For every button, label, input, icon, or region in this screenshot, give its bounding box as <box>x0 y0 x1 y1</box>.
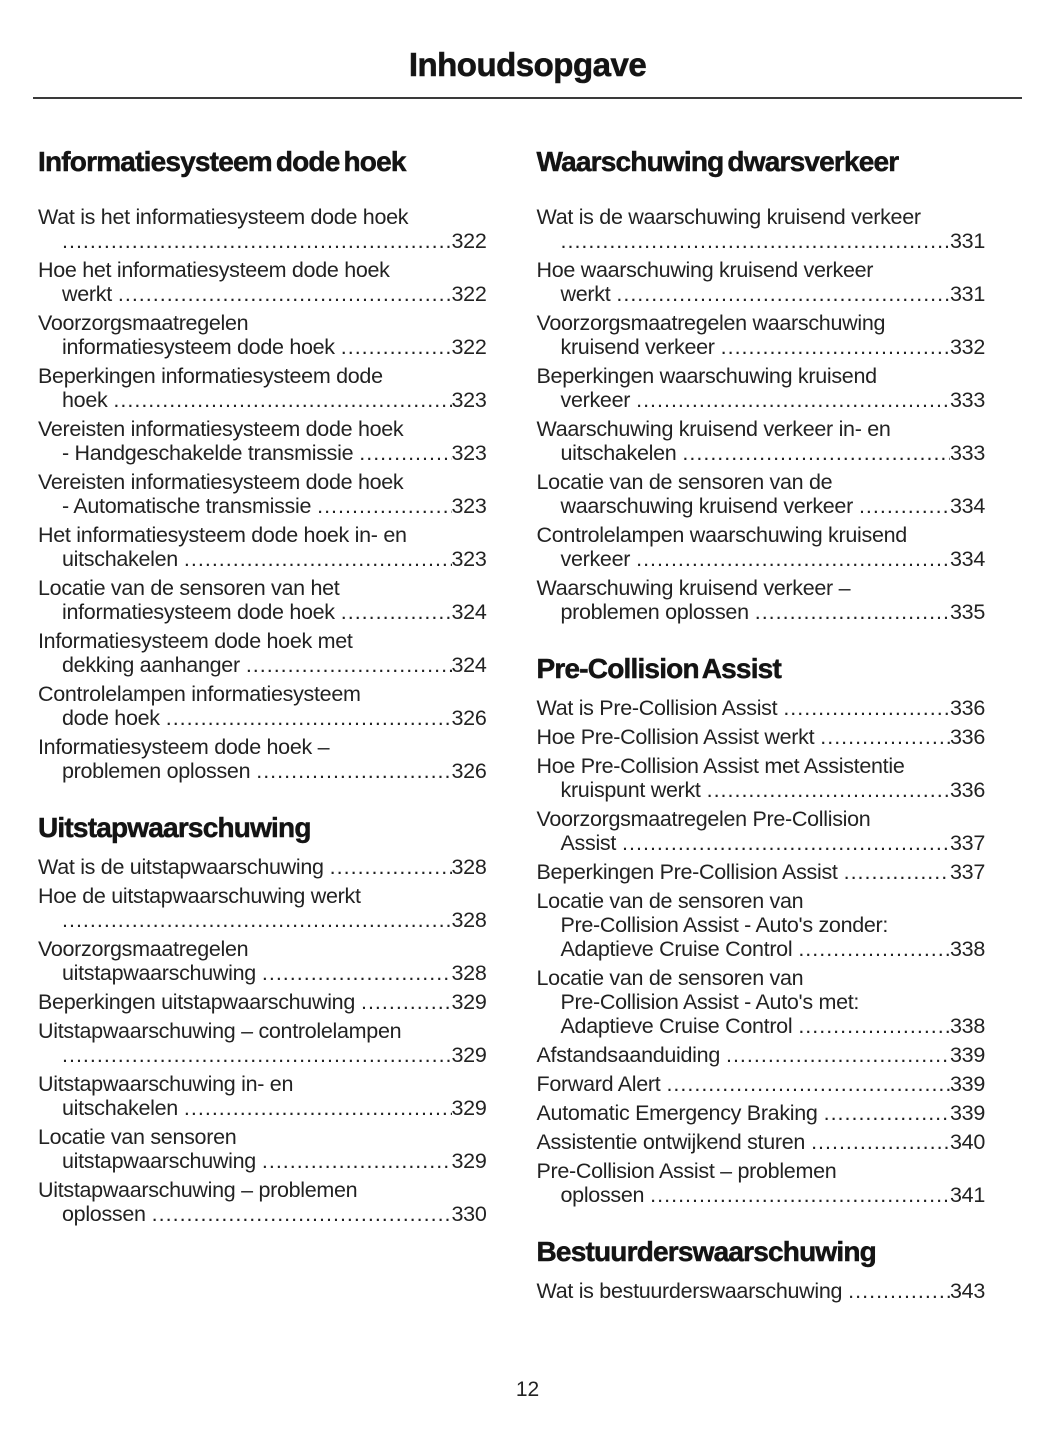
entry-page-number: 329 <box>451 990 487 1014</box>
toc-entry-line-last <box>38 388 487 412</box>
toc-entry-line-last <box>38 441 487 465</box>
entry-page-number: 338 <box>950 1014 985 1038</box>
toc-entry-text: dekking aanhanger <box>62 653 240 677</box>
entry-page-number: 336 <box>950 696 985 720</box>
toc-entry-line: Hoe het informatiesysteem dode hoek <box>38 258 390 282</box>
toc-column-left <box>38 145 487 1308</box>
dot-leader <box>152 1202 452 1226</box>
toc-entry <box>537 523 986 571</box>
toc-entry-line-last <box>537 1043 986 1067</box>
toc-entry <box>537 1130 986 1154</box>
toc-entry-text: dode hoek <box>62 706 160 730</box>
toc-entry-line: Pre-Collision Assist - Auto's met: <box>560 990 860 1014</box>
toc-entry-line-last <box>38 229 487 253</box>
dot-leader <box>317 494 451 518</box>
dot-leader <box>262 1149 452 1173</box>
section-heading: Waarschuwing dwarsverkeer <box>536 146 899 177</box>
dot-leader <box>341 600 452 624</box>
toc-entry-line: Waarschuwing kruisend verkeer in- en <box>536 417 891 441</box>
toc-entry-line: Wat is het informatiesysteem dode hoek <box>38 205 409 229</box>
dot-leader <box>824 1101 950 1125</box>
toc-entry <box>537 1159 986 1207</box>
toc-entry <box>38 364 487 412</box>
toc-column-right <box>537 145 986 1308</box>
entry-page-number: 336 <box>950 725 985 749</box>
toc-entry-line-last <box>38 759 487 783</box>
toc-entry-line-last <box>537 937 986 961</box>
toc-entry-line: Uitstapwaarschuwing – problemen <box>38 1178 358 1202</box>
toc-entry-line-last <box>38 653 487 677</box>
toc-entry-text: Hoe Pre-Collision Assist werkt <box>536 725 815 749</box>
toc-entry-line: Pre-Collision Assist - Auto's zonder: <box>560 913 889 937</box>
toc-entry <box>38 990 487 1014</box>
dot-leader <box>330 855 452 879</box>
toc-entry <box>537 696 986 720</box>
toc-entry <box>38 205 487 253</box>
toc-entry-line-last <box>38 282 487 306</box>
toc-entry-line-last <box>38 335 487 359</box>
toc-entry <box>537 258 986 306</box>
toc-entry <box>38 258 487 306</box>
toc-entry-text: informatiesysteem dode hoek <box>62 335 335 359</box>
entry-page-number: 339 <box>950 1043 985 1067</box>
toc-entry-text: - Handgeschakelde transmissie <box>62 441 354 465</box>
toc-section <box>537 652 986 1207</box>
dot-leader <box>262 961 452 985</box>
toc-entry-line-last <box>537 778 986 802</box>
entry-page-number: 343 <box>950 1279 985 1303</box>
toc-entry-line-last <box>537 696 986 720</box>
dot-leader <box>844 860 950 884</box>
toc-entry <box>38 1125 487 1173</box>
dot-leader <box>798 937 950 961</box>
entry-page-number: 328 <box>451 908 487 932</box>
toc-entry-line-last <box>537 441 986 465</box>
toc-entry-line: Informatiesysteem dode hoek met <box>38 629 353 653</box>
toc-entry <box>38 884 487 932</box>
toc-entry <box>537 470 986 518</box>
entry-page-number: 326 <box>451 706 487 730</box>
toc-entry-line: Voorzorgsmaatregelen Pre-Collision <box>536 807 871 831</box>
toc-entry-line: Wat is de waarschuwing kruisend verkeer <box>536 205 921 229</box>
toc-entry <box>537 1101 986 1125</box>
entry-page-number: 328 <box>451 855 487 879</box>
toc-entry-line-last <box>537 1014 986 1038</box>
toc-entry-text: problemen oplossen <box>62 759 251 783</box>
toc-entry-line: Vereisten informatiesysteem dode hoek <box>38 470 404 494</box>
toc-entry-line-last <box>537 860 986 884</box>
toc-entry <box>537 1043 986 1067</box>
entry-page-number: 333 <box>950 388 985 412</box>
toc-entry-line-last <box>537 229 986 253</box>
entry-page-number: 337 <box>950 860 985 884</box>
toc-entry-text: - Automatische transmissie <box>62 494 312 518</box>
toc-entry-text: problemen oplossen <box>560 600 749 624</box>
toc-entry-line-last <box>38 1202 487 1226</box>
toc-entry-text: verkeer <box>560 547 631 571</box>
entry-page-number: 339 <box>950 1101 985 1125</box>
toc-entry-text: uitstapwaarschuwing <box>62 1149 256 1173</box>
toc-entry-text: uitschakelen <box>560 441 677 465</box>
entry-page-number: 330 <box>451 1202 487 1226</box>
toc-entry-line-last <box>38 1043 487 1067</box>
toc-entry <box>38 417 487 465</box>
toc-entry <box>38 937 487 985</box>
toc-entry <box>537 311 986 359</box>
toc-entry-line-last <box>537 1130 986 1154</box>
toc-entry-line-last <box>537 1101 986 1125</box>
toc-entry <box>537 205 986 253</box>
toc-entry-line-last <box>537 282 986 306</box>
toc-entry-line: Voorzorgsmaatregelen <box>38 937 249 961</box>
toc-entry-line: Locatie van de sensoren van het <box>38 576 340 600</box>
dot-leader <box>721 335 950 359</box>
dot-leader <box>820 725 950 749</box>
entry-page-number: 340 <box>950 1130 985 1154</box>
entry-page-number: 323 <box>451 494 487 518</box>
dot-leader <box>616 282 950 306</box>
toc-entry-text: kruispunt werkt <box>560 778 701 802</box>
toc-entry-line-last <box>38 908 487 932</box>
toc-entry-line-last <box>537 388 986 412</box>
toc-entry-text: werkt <box>560 282 611 306</box>
dot-leader <box>650 1183 950 1207</box>
toc-entry <box>537 889 986 961</box>
dot-leader <box>62 908 452 932</box>
toc-entry-line: Het informatiesysteem dode hoek in- en <box>38 523 407 547</box>
dot-leader <box>118 282 452 306</box>
dot-leader <box>341 335 452 359</box>
dot-leader <box>246 653 452 677</box>
toc-entry-line-last <box>38 600 487 624</box>
toc-section <box>38 811 487 1226</box>
section-heading: Informatiesysteem dode hoek <box>38 146 406 177</box>
toc-entry-line: Informatiesysteem dode hoek – <box>38 735 330 759</box>
footer-page-number: 12 <box>515 1378 540 1401</box>
toc-entry-line: Beperkingen informatiesysteem dode <box>38 364 383 388</box>
toc-entry-line-last <box>537 831 986 855</box>
toc-entry-text: kruisend verkeer <box>560 335 715 359</box>
toc-entry <box>38 470 487 518</box>
entry-page-number: 326 <box>451 759 487 783</box>
entry-page-number: 334 <box>950 494 985 518</box>
toc-entry-line: Uitstapwaarschuwing – controlelampen <box>38 1019 402 1043</box>
toc-entry-line: Locatie van de sensoren van <box>536 889 804 913</box>
toc-entry-text: uitschakelen <box>62 547 178 571</box>
entry-page-number: 338 <box>950 937 985 961</box>
page-title: Inhoudsopgave <box>408 46 647 83</box>
toc-entry-line-last <box>38 494 487 518</box>
entry-page-number: 328 <box>451 961 487 985</box>
toc-entry-line-last <box>537 547 986 571</box>
toc-entry-line: Vereisten informatiesysteem dode hoek <box>38 417 404 441</box>
toc-entry-line-last <box>38 547 487 571</box>
toc-entry-line: Beperkingen waarschuwing kruisend <box>536 364 877 388</box>
dot-leader <box>811 1130 950 1154</box>
toc-entry-text: Beperkingen Pre-Collision Assist <box>536 860 838 884</box>
toc-entry-text: Wat is Pre-Collision Assist <box>536 696 778 720</box>
toc-entry <box>38 1072 487 1120</box>
toc-entry-text: Assistentie ontwijkend sturen <box>536 1130 806 1154</box>
dot-leader <box>184 547 452 571</box>
toc-entry-line-last <box>38 961 487 985</box>
toc-entry-text: uitstapwaarschuwing <box>62 961 256 985</box>
toc-entry <box>38 855 487 879</box>
toc-entry-line: Locatie van sensoren <box>38 1125 237 1149</box>
toc-entry <box>537 807 986 855</box>
dot-leader <box>707 778 950 802</box>
section-heading: Uitstapwaarschuwing <box>38 812 311 843</box>
dot-leader <box>848 1279 950 1303</box>
toc-entry-line-last <box>537 335 986 359</box>
toc-entry-line-last <box>537 1279 986 1303</box>
toc-columns <box>0 99 1055 1308</box>
toc-entry-line-last <box>38 1096 487 1120</box>
toc-entry-text: werkt <box>62 282 112 306</box>
dot-leader <box>783 696 950 720</box>
dot-leader <box>113 388 451 412</box>
toc-section <box>537 1235 986 1303</box>
toc-entry-line: Voorzorgsmaatregelen waarschuwing <box>536 311 886 335</box>
toc-entry-line: Locatie van de sensoren van <box>536 966 804 990</box>
entry-page-number: 331 <box>950 282 985 306</box>
entry-page-number: 331 <box>950 229 985 253</box>
toc-entry-text: Beperkingen uitstapwaarschuwing <box>38 990 355 1014</box>
toc-entry-text: Afstandsaanduiding <box>536 1043 720 1067</box>
toc-entry <box>537 1279 986 1303</box>
toc-entry-line: Controlelampen informatiesysteem <box>38 682 361 706</box>
entry-page-number: 335 <box>950 600 985 624</box>
entry-page-number: 323 <box>451 388 487 412</box>
entry-page-number: 339 <box>950 1072 985 1096</box>
entry-page-number: 332 <box>950 335 985 359</box>
toc-entry-text: Forward Alert <box>536 1072 661 1096</box>
toc-entry-line: Hoe de uitstapwaarschuwing werkt <box>38 884 361 908</box>
toc-entry <box>38 682 487 730</box>
toc-entry <box>537 364 986 412</box>
dot-leader <box>636 547 950 571</box>
toc-entry <box>537 417 986 465</box>
toc-entry-line-last <box>537 494 986 518</box>
toc-entry-text: oplossen <box>62 1202 146 1226</box>
toc-entry <box>537 754 986 802</box>
toc-entry-line-last <box>38 1149 487 1173</box>
dot-leader <box>561 229 951 253</box>
entry-page-number: 322 <box>451 335 487 359</box>
toc-entry-line: Uitstapwaarschuwing in- en <box>38 1072 294 1096</box>
entry-page-number: 337 <box>950 831 985 855</box>
toc-entry <box>38 523 487 571</box>
section-heading: Bestuurderswaarschuwing <box>536 1236 876 1267</box>
toc-entry-line: Hoe Pre-Collision Assist met Assistentie <box>536 754 905 778</box>
toc-entry-text: Wat is bestuurderswaarschuwing <box>536 1279 843 1303</box>
toc-entry <box>38 1178 487 1226</box>
dot-leader <box>62 1043 452 1067</box>
toc-entry-line-last <box>537 725 986 749</box>
toc-entry <box>537 966 986 1038</box>
dot-leader <box>184 1096 452 1120</box>
toc-entry <box>38 1019 487 1067</box>
dot-leader <box>682 441 950 465</box>
entry-page-number: 329 <box>451 1096 487 1120</box>
toc-entry-line: Locatie van de sensoren van de <box>536 470 833 494</box>
entry-page-number: 329 <box>451 1043 487 1067</box>
dot-leader <box>636 388 950 412</box>
entry-page-number: 324 <box>451 653 487 677</box>
entry-page-number: 334 <box>950 547 985 571</box>
toc-entry-text: waarschuwing kruisend verkeer <box>560 494 853 518</box>
toc-entry <box>537 725 986 749</box>
toc-entry-text: Adaptieve Cruise Control <box>560 937 793 961</box>
entry-page-number: 322 <box>451 229 487 253</box>
toc-entry <box>537 1072 986 1096</box>
dot-leader <box>859 494 950 518</box>
section-heading: Pre-Collision Assist <box>536 653 781 684</box>
entry-page-number: 333 <box>950 441 985 465</box>
dot-leader <box>256 759 451 783</box>
toc-entry <box>38 629 487 677</box>
toc-entry-text: Automatic Emergency Braking <box>536 1101 818 1125</box>
dot-leader <box>798 1014 950 1038</box>
entry-page-number: 341 <box>950 1183 985 1207</box>
dot-leader <box>755 600 950 624</box>
entry-page-number: 336 <box>950 778 985 802</box>
toc-entry-line: Pre-Collision Assist – problemen <box>536 1159 837 1183</box>
toc-entry <box>537 576 986 624</box>
dot-leader <box>726 1043 950 1067</box>
toc-entry-text: uitschakelen <box>62 1096 178 1120</box>
toc-entry-line: Waarschuwing kruisend verkeer – <box>536 576 851 600</box>
dot-leader <box>166 706 452 730</box>
toc-entry-line-last <box>38 855 487 879</box>
toc-entry-line-last <box>537 1072 986 1096</box>
toc-entry-text: oplossen <box>560 1183 645 1207</box>
dot-leader <box>622 831 950 855</box>
toc-entry <box>38 735 487 783</box>
toc-entry-text: verkeer <box>560 388 631 412</box>
entry-page-number: 324 <box>451 600 487 624</box>
toc-entry-line-last <box>38 706 487 730</box>
toc-entry <box>38 576 487 624</box>
entry-page-number: 329 <box>451 1149 487 1173</box>
toc-entry-line-last <box>537 1183 986 1207</box>
dot-leader <box>666 1072 950 1096</box>
toc-entry-line: Voorzorgsmaatregelen <box>38 311 249 335</box>
toc-entry-text: Adaptieve Cruise Control <box>560 1014 793 1038</box>
toc-section <box>537 145 986 624</box>
dot-leader <box>359 441 451 465</box>
toc-entry-text: Assist <box>560 831 617 855</box>
entry-page-number: 323 <box>451 441 487 465</box>
toc-entry-text: Wat is de uitstapwaarschuwing <box>38 855 324 879</box>
toc-entry-line-last <box>537 600 986 624</box>
dot-leader <box>62 229 452 253</box>
toc-entry-text: hoek <box>62 388 108 412</box>
toc-section <box>38 145 487 783</box>
toc-entry-line: Hoe waarschuwing kruisend verkeer <box>536 258 874 282</box>
toc-entry <box>537 860 986 884</box>
entry-page-number: 322 <box>451 282 487 306</box>
toc-entry-text: informatiesysteem dode hoek <box>62 600 335 624</box>
dot-leader <box>361 990 452 1014</box>
toc-entry-line-last <box>38 990 487 1014</box>
toc-entry-line: Controlelampen waarschuwing kruisend <box>536 523 907 547</box>
entry-page-number: 323 <box>451 547 487 571</box>
toc-entry <box>38 311 487 359</box>
